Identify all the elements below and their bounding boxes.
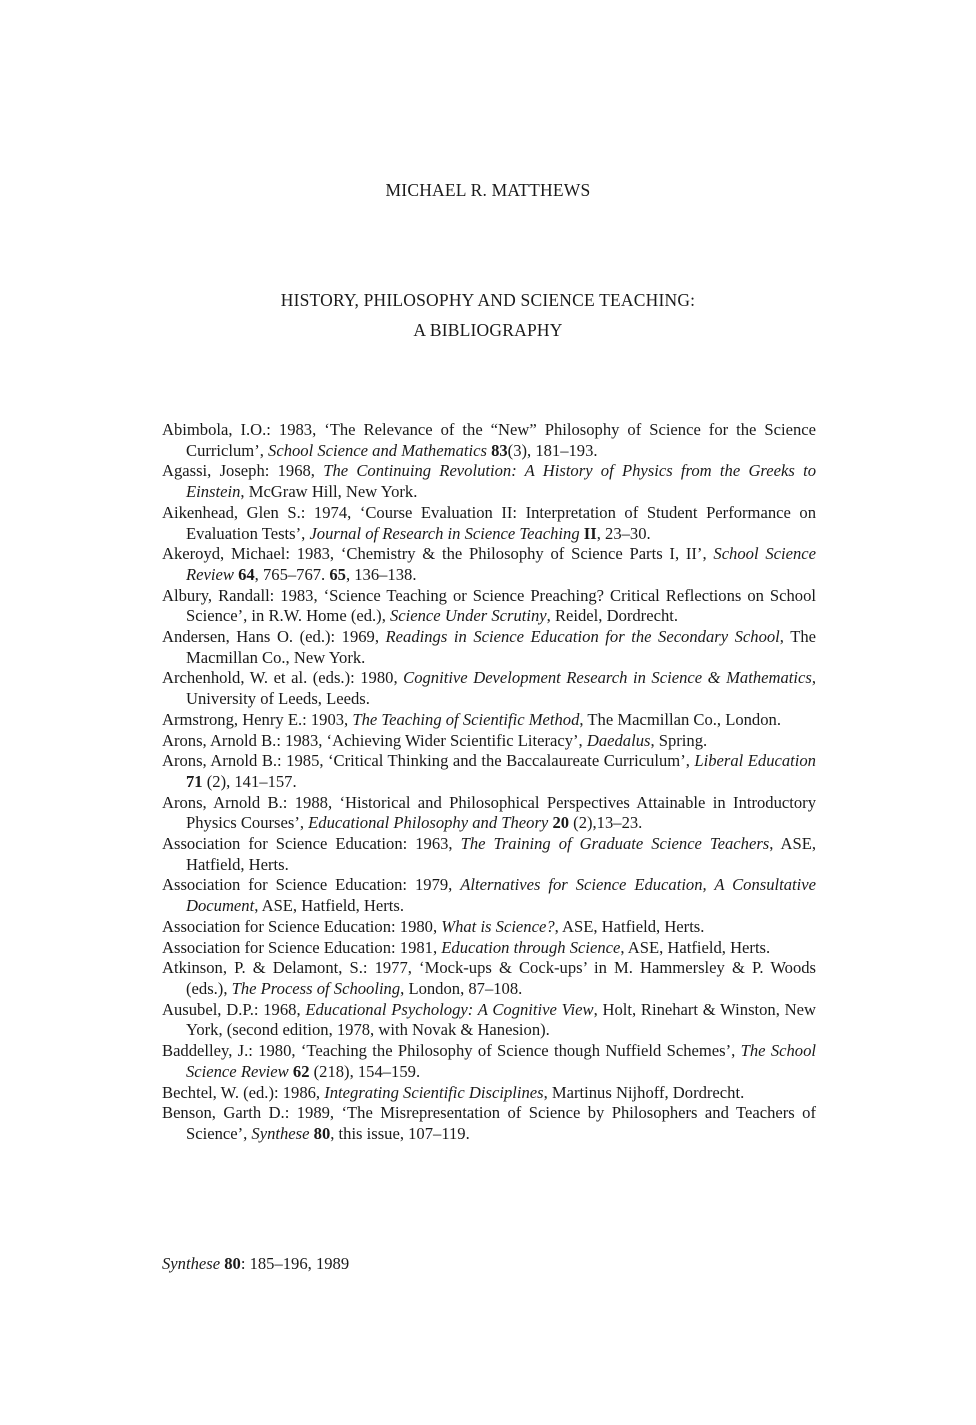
volume-number: 20	[552, 813, 570, 833]
citation-text: Arons, Arnold B.: 1988, ‘Historical and Philosophical Perspectives Attainable in Introductory Physics Courses’,	[162, 792, 816, 833]
citation-text: (2), 141–157.	[202, 771, 297, 791]
italic-text: Integrating Scientific Disciplines	[324, 1082, 544, 1102]
citation-text: , Reidel, Dordrecht.	[546, 606, 678, 626]
bibliography-entry	[162, 958, 816, 999]
bibliography-entry	[162, 586, 816, 627]
italic-text: Educational Psychology: A Cognitive View	[305, 999, 594, 1019]
italic-text: School Science and Mathematics	[268, 440, 487, 460]
title-line-1: HISTORY, PHILOSOPHY AND SCIENCE TEACHING:	[280, 290, 696, 310]
italic-text: Educational Philosophy and Theory	[308, 813, 549, 833]
volume-number: 80	[224, 1254, 241, 1273]
italic-text: Readings in Science Education for the Secondary School	[385, 627, 780, 647]
citation-text: , 23–30.	[596, 523, 651, 543]
citation-text: , The Macmillan Co., New York.	[186, 627, 816, 667]
title-line-2: A BIBLIOGRAPHY	[413, 320, 563, 340]
citation-text: (2),13–23.	[569, 813, 643, 833]
citation-text: , The Macmillan Co., London.	[579, 709, 781, 729]
italic-text: Cognitive Development Research in Science & Mathematics	[403, 668, 812, 688]
citation-text: Baddelley, J.: 1980, ‘Teaching the Philosophy of Science though Nuffield Schemes’,	[162, 1041, 741, 1061]
bibliography-entry	[162, 1000, 816, 1041]
italic-text: Synthese	[162, 1254, 221, 1273]
italic-text: Journal of Research in Science Teaching	[309, 523, 580, 543]
citation-text: Ausubel, D.P.: 1968,	[162, 999, 306, 1019]
italic-text: Education through Science	[441, 937, 621, 957]
citation-text: , University of Leeds, Leeds.	[186, 668, 816, 709]
author-name: MICHAEL R. MATTHEWS	[385, 180, 591, 200]
bibliography-entry	[162, 793, 816, 834]
citation-text: , McGraw Hill, New York.	[240, 482, 418, 502]
citation-text: Armstrong, Henry E.: 1903,	[162, 709, 353, 729]
bibliography-entry	[162, 1041, 816, 1082]
citation-text: , London, 87–108.	[400, 978, 523, 998]
bibliography-list	[162, 420, 816, 1145]
citation-text: (3), 181–193.	[507, 440, 598, 460]
volume-number: 65	[329, 564, 346, 584]
bibliography-entry	[162, 461, 816, 502]
bibliography-entry	[162, 938, 816, 959]
journal-citation-footer	[162, 1254, 349, 1274]
citation-text: Albury, Randall: 1983, ‘Science Teaching or Science Preaching? Critical Reflections on School Science’, in R.W. Home (ed.),	[162, 585, 816, 626]
italic-text: What is Science?	[441, 916, 555, 936]
bibliography-entry	[162, 875, 816, 916]
citation-text: , Spring.	[650, 730, 708, 750]
bibliography-entry	[162, 731, 816, 752]
citation-text: , ASE, Hatfield, Herts.	[620, 937, 771, 957]
volume-number: 83	[491, 440, 508, 460]
citation-text: (218), 154–159.	[309, 1061, 421, 1081]
citation-text: Arons, Arnold B.: 1985, ‘Critical Thinking and the Baccalaureate Curriculum’,	[162, 751, 695, 771]
bibliography-entry	[162, 627, 816, 668]
volume-number: II	[583, 523, 597, 543]
citation-text: Archenhold, W. et al. (eds.): 1980,	[162, 668, 404, 688]
citation-text: Abimbola, I.O.: 1983, ‘The Relevance of the “New” Philosophy of Science for the Science Curriclum’,	[162, 420, 816, 460]
citation-text: , 765–767.	[254, 564, 330, 584]
citation-text: , Holt, Rinehart & Winston, New York, (second edition, 1978, with Novak & Hanesion).	[186, 999, 816, 1040]
citation-text: Aikenhead, Glen S.: 1974, ‘Course Evaluation II: Interpretation of Student Performance on Evaluation Tests’,	[162, 502, 816, 543]
citation-text: Association for Science Education: 1963,	[162, 834, 461, 854]
citation-text: Association for Science Education: 1980,	[162, 916, 442, 936]
volume-number: 62	[292, 1061, 310, 1081]
bibliography-entry	[162, 1103, 816, 1144]
italic-text: The Continuing Revolution: A History of Physics from the Greeks to Einstein	[186, 461, 816, 502]
volume-number: 80	[313, 1123, 331, 1143]
citation-text: , 136–138.	[345, 564, 417, 584]
italic-text: Alternatives for Science Education, A Consultative Document	[186, 875, 816, 916]
italic-text: The Training of Graduate Science Teachers	[460, 834, 770, 854]
citation-text: , ASE, Hatfield, Herts.	[554, 916, 705, 936]
citation-text: Agassi, Joseph: 1968,	[162, 461, 324, 481]
italic-text: The Teaching of Scientific Method	[352, 709, 580, 729]
bibliography-entry	[162, 668, 816, 709]
bibliography-entry	[162, 544, 816, 585]
citation-text: Akeroyd, Michael: 1983, ‘Chemistry & the Philosophy of Science Parts I, II’,	[162, 544, 714, 564]
citation-text: Association for Science Education: 1979,	[162, 875, 461, 895]
italic-text: Synthese	[251, 1123, 310, 1143]
citation-text: Arons, Arnold B.: 1983, ‘Achieving Wider Scientific Literacy’,	[162, 730, 587, 750]
citation-text: Benson, Garth D.: 1989, ‘The Misrepresentation of Science by Philosophers and Teachers of Science’,	[162, 1103, 816, 1143]
volume-number: 64	[238, 564, 255, 584]
citation-text: , ASE, Hatfield, Herts.	[186, 834, 816, 874]
bibliography-entry	[162, 503, 816, 544]
citation-text: Atkinson, P. & Delamont, S.: 1977, ‘Mock-ups & Cock-ups’ in M. Hammersley & P. Woods (eds.),	[162, 958, 816, 998]
bibliography-entry	[162, 917, 816, 938]
citation-text: , ASE, Hatfield, Herts.	[254, 896, 404, 916]
citation-text: , Martinus Nijhoff, Dordrecht.	[543, 1082, 745, 1102]
italic-text: School Science Review	[186, 544, 816, 584]
citation-text: Association for Science Education: 1981,	[162, 937, 442, 957]
citation-text: : 185–196, 1989	[240, 1254, 350, 1273]
italic-text: Daedalus	[586, 730, 651, 750]
italic-text: The School Science Review	[186, 1041, 817, 1081]
bibliography-entry	[162, 710, 816, 731]
italic-text: Science Under Scrutiny	[390, 606, 547, 626]
paper-title	[0, 285, 976, 345]
citation-text: Andersen, Hans O. (ed.): 1969,	[162, 627, 386, 647]
citation-text: , this issue, 107–119.	[330, 1123, 470, 1143]
bibliography-entry	[162, 420, 816, 461]
citation-text: Bechtel, W. (ed.): 1986,	[162, 1082, 325, 1102]
italic-text: Liberal Education	[694, 751, 816, 771]
italic-text: The Process of Schooling	[231, 978, 401, 998]
volume-number: 71	[186, 771, 203, 791]
bibliography-entry	[162, 751, 816, 792]
bibliography-entry	[162, 1083, 816, 1104]
bibliography-entry	[162, 834, 816, 875]
